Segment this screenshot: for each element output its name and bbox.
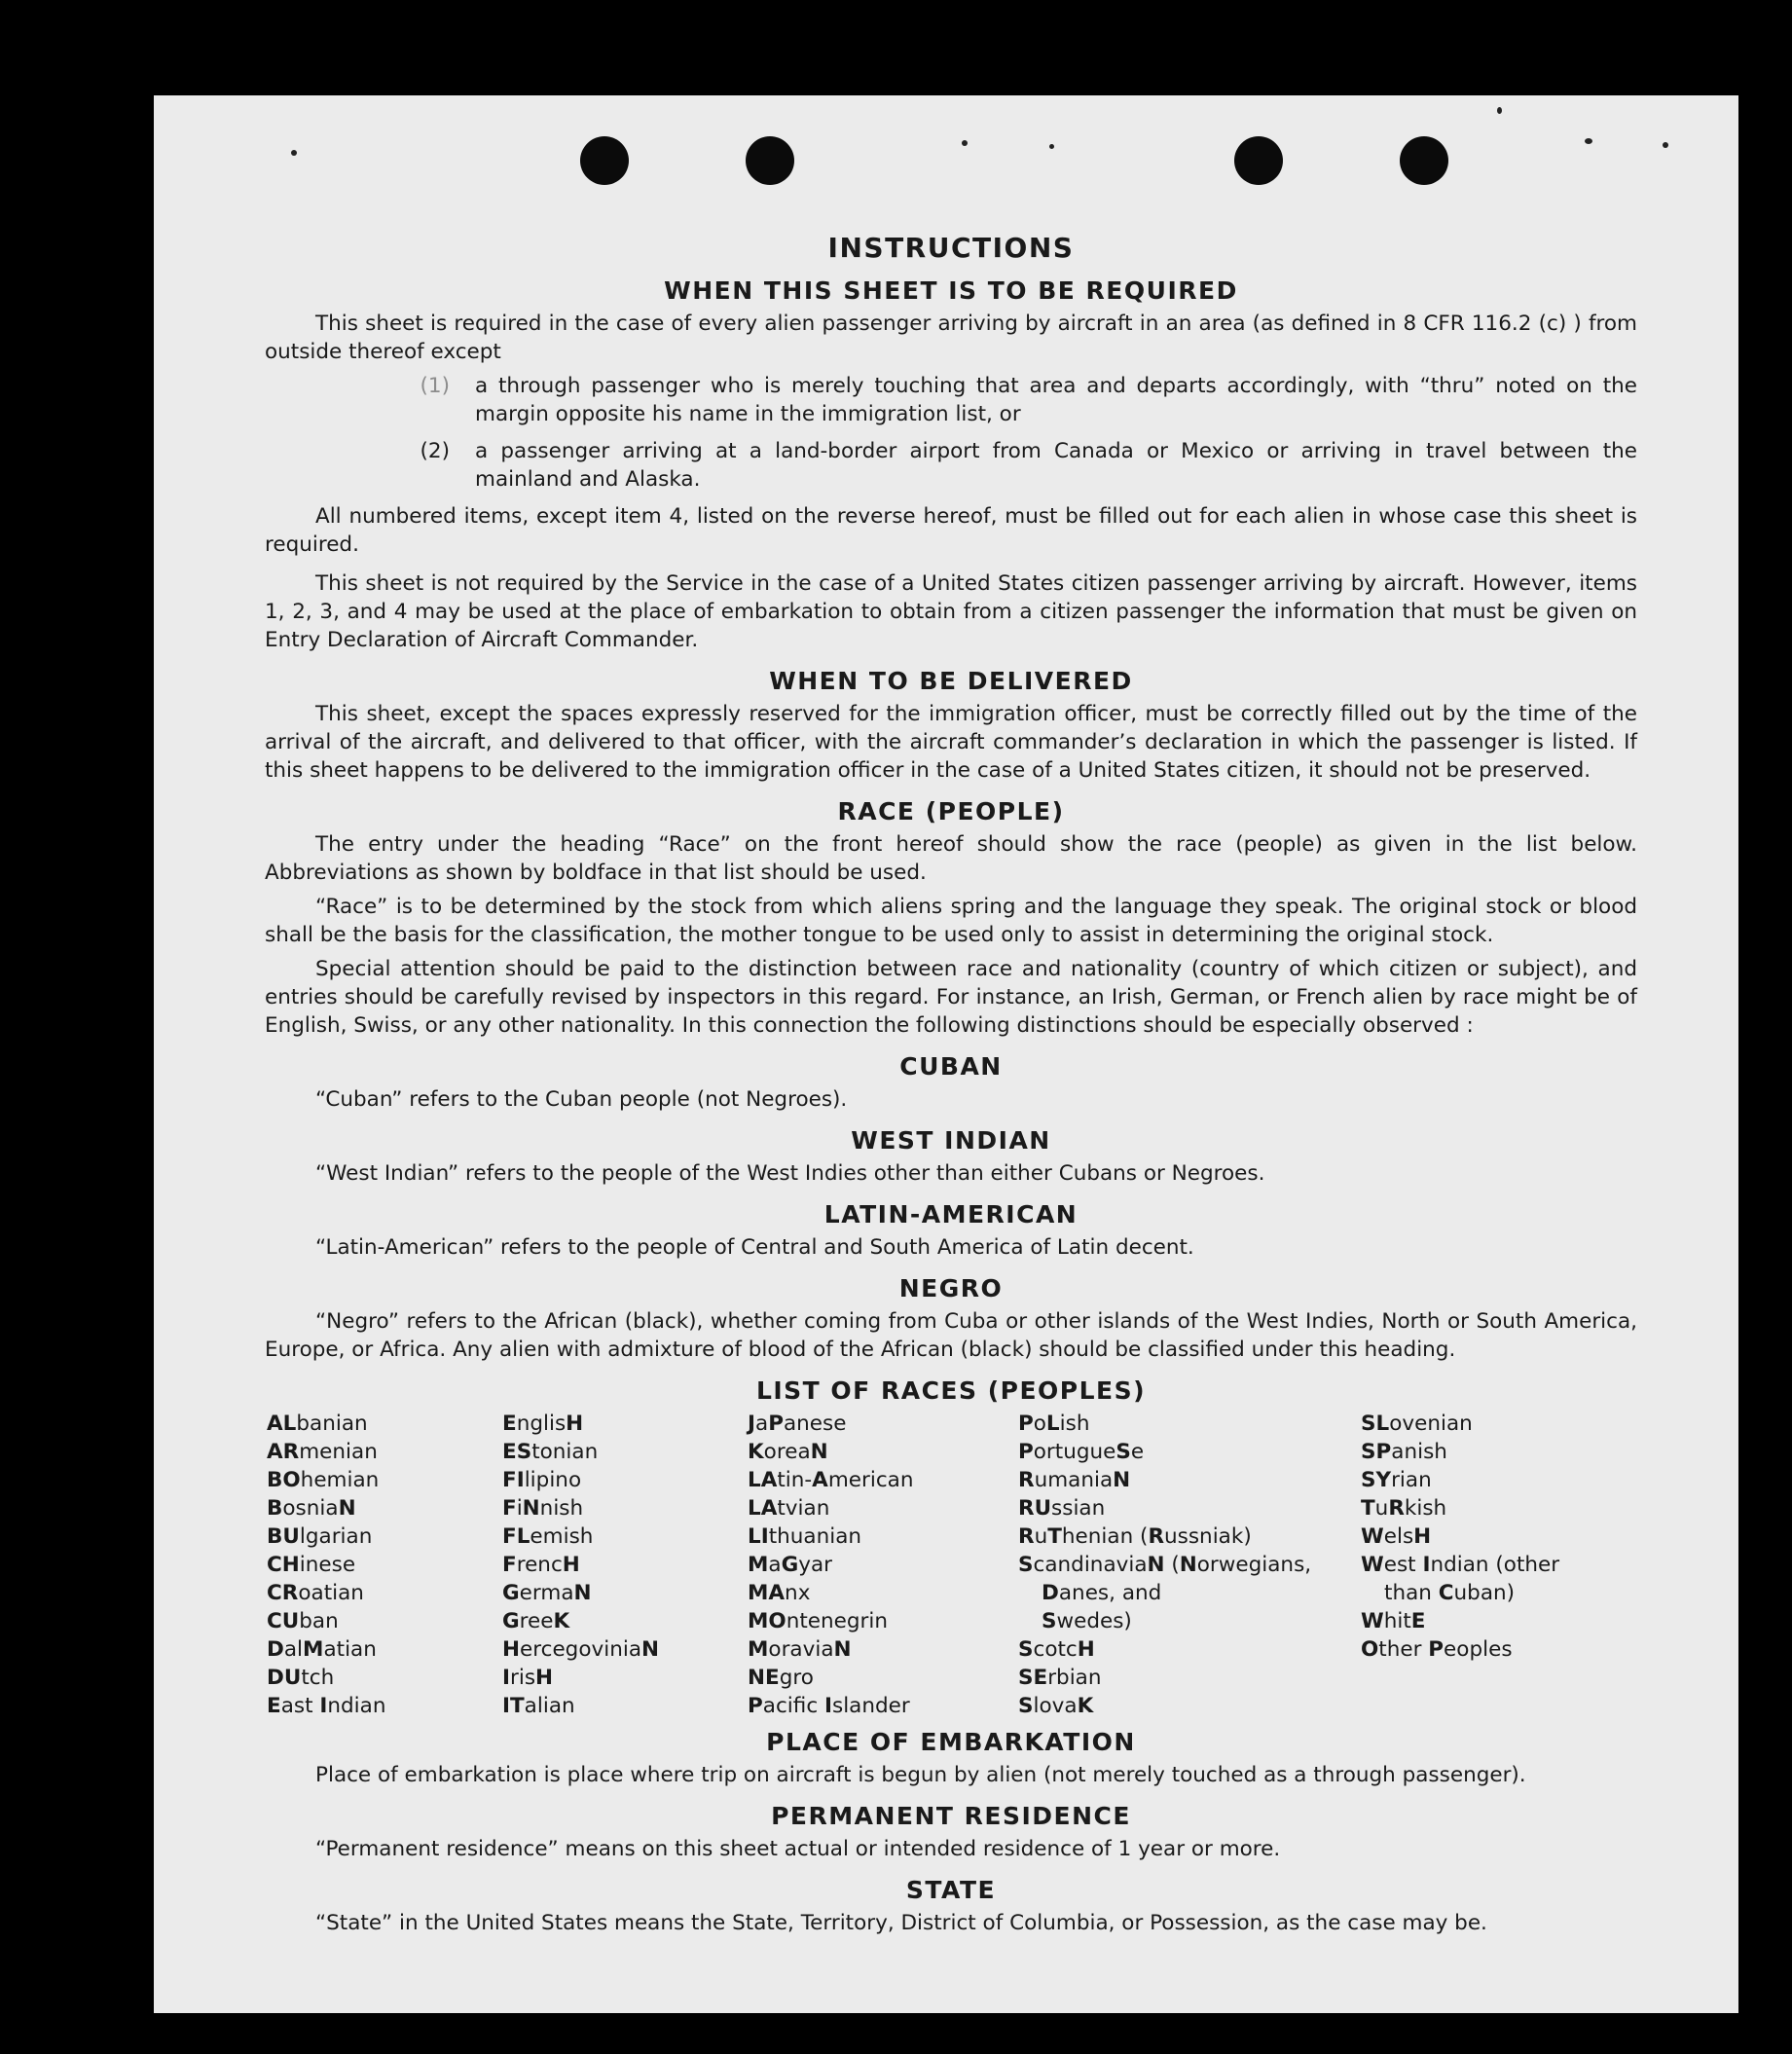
race-entry: FIlipino (502, 1468, 582, 1492)
race-entry: LAtin-American (748, 1468, 914, 1492)
exception-number: (2) (420, 439, 450, 463)
race-entry: SLovenian (1361, 1412, 1473, 1436)
race-entry: FLemish (502, 1524, 594, 1549)
race-entry: SlovaK (1018, 1694, 1094, 1718)
race-entry: Swedes) (1042, 1609, 1132, 1633)
instructions-content (265, 226, 1637, 1948)
cuban-text: “Cuban” refers to the Cuban people (not Negroes). (315, 1087, 848, 1112)
race-entry: Danes, and (1042, 1581, 1162, 1605)
west-indian-text: “West Indian” refers to the people of the West Indies other than either Cubans or Negroes. (315, 1161, 1265, 1186)
race-entry: GreeK (502, 1609, 570, 1633)
race-entry: MOntenegrin (748, 1609, 888, 1633)
race-entry: WelsH (1361, 1524, 1432, 1549)
speck (1049, 144, 1054, 149)
speck (291, 150, 297, 156)
exception-item (265, 437, 1637, 494)
race-entry: ITalian (502, 1694, 575, 1718)
page-title: INSTRUCTIONS (827, 232, 1075, 264)
residence-text: “Permanent residence” means on this sheet actual or intended residence of 1 year or more. (315, 1837, 1281, 1861)
heading-list-of-races: LIST OF RACES (PEOPLES) (755, 1376, 1147, 1405)
speck (1497, 107, 1502, 114)
punch-hole (746, 136, 794, 185)
race-entry: than Cuban) (1384, 1581, 1516, 1605)
heading-required: WHEN THIS SHEET IS TO BE REQUIRED (664, 276, 1238, 305)
race-entry: BOhemian (267, 1468, 380, 1492)
race-entry: Pacifc Islander (748, 1694, 910, 1718)
punch-hole (1234, 136, 1283, 185)
race-entry: RumaniaN (1018, 1468, 1131, 1492)
heading-state: STATE (905, 1876, 997, 1904)
heading-delivered: WHEN TO BE DELIVERED (769, 667, 1133, 695)
race-entry: ScandinaviaN (Norwegians, (1018, 1553, 1312, 1577)
race-entry: CRoatian (267, 1581, 364, 1605)
race-entry: SErbian (1018, 1666, 1102, 1690)
required-intro: This sheet is required in the case of every alien passenger arriving by aircraft in an area (as defined in 8 CFR 116.2 (c) ) from outside thereof except (265, 312, 1637, 364)
race-entry: CUban (267, 1609, 339, 1633)
speck (1585, 138, 1592, 144)
embarkation-text: Place of embarkation is place where trip on aircraft is begun by alien (not merely touched as a through passenger). (315, 1763, 1526, 1787)
exception-text: a through passenger who is merely touching that area and departs accordingly, with “thru” noted on the margin opposite his name in the immigration list, or (475, 374, 1637, 426)
race-entry: EStonian (502, 1440, 599, 1464)
heading-residence: PERMANENT RESIDENCE (771, 1802, 1131, 1830)
race-column (1018, 1410, 1361, 1720)
state-text: “State” in the United States means the State, Territory, District of Columbia, or Possession, as the case may be. (315, 1911, 1487, 1935)
race-entry: ALbanian (267, 1412, 368, 1436)
race-para-1: The entry under the heading “Race” on the front hereof should show the race (people) as given in the list below. Abbreviations as shown by boldface in that list should be used. (265, 832, 1637, 885)
race-entry: WhitE (1361, 1609, 1426, 1633)
race-column (502, 1410, 748, 1720)
heading-race: RACE (PEOPLE) (837, 797, 1065, 825)
race-entry: DUtch (267, 1666, 335, 1690)
race-entry: DalMatian (267, 1637, 377, 1662)
race-column (748, 1410, 1018, 1720)
negro-text: “Negro” refers to the African (black), whether coming from Cuba or other islands of the West Indies, North or South America, Europe, or Africa. Any alien with admixture of blood of the African (black) should be classified under this heading. (265, 1309, 1637, 1362)
race-entry: LAtvian (748, 1496, 830, 1521)
required-para-2: This sheet is not required by the Service in the case of a United States citizen passenger arriving by aircraft. However, items 1, 2, 3, and 4 may be used at the place of embarkation to obtain from a citizen passenger the information that must be given on Entry Declaration of Aircraft Commander. (265, 571, 1637, 652)
race-list (267, 1410, 1637, 1720)
heading-embarkation: PLACE OF EMBARKATION (766, 1728, 1136, 1756)
race-entry: MaGyar (748, 1553, 833, 1577)
race-entry: HercegoviniaN (502, 1637, 660, 1662)
race-entry: BUlgarian (267, 1524, 373, 1549)
race-column (267, 1410, 502, 1720)
race-entry: Other Peoples (1361, 1637, 1513, 1662)
race-entry: ARmenian (267, 1440, 378, 1464)
race-entry: JaPanese (748, 1412, 847, 1436)
heading-latin-american: LATIN-AMERICAN (823, 1200, 1079, 1229)
heading-negro: NEGRO (898, 1274, 1004, 1302)
race-entry: RUssian (1018, 1496, 1106, 1521)
exception-item (265, 372, 1637, 428)
heading-cuban: CUBAN (899, 1052, 1003, 1081)
race-entry: IrisH (502, 1666, 554, 1690)
race-entry: ScotcH (1018, 1637, 1095, 1662)
race-entry: KoreaN (748, 1440, 828, 1464)
race-entry: RuThenian (Russniak) (1018, 1524, 1252, 1549)
punch-hole (580, 136, 629, 185)
race-entry: EnglisH (502, 1412, 584, 1436)
race-entry: TuRkish (1361, 1496, 1447, 1521)
race-entry: SYrian (1361, 1468, 1432, 1492)
punch-hole (1400, 136, 1448, 185)
race-entry: CHinese (267, 1553, 356, 1577)
heading-west-indian: WEST INDIAN (851, 1126, 1051, 1155)
latin-american-text: “Latin-American” refers to the people of Central and South America of Latin decent. (315, 1235, 1194, 1260)
exception-text: a passenger arriving at a land-border airport from Canada or Mexico or arriving in travel between the mainland and Alaska. (475, 439, 1637, 492)
race-entry: SPanish (1361, 1440, 1447, 1464)
delivered-text: This sheet, except the spaces expressly reserved for the immigration officer, must be correctly filled out by the time of the arrival of the aircraft, and delivered to that officer, with the aircraft commander’s declaration in which the passenger is listed. If this sheet happens to be delivered to the immigration officer in the case of a United States citizen, it should not be preserved. (265, 702, 1637, 783)
race-entry: PoLish (1018, 1412, 1090, 1436)
race-entry: NEgro (748, 1666, 814, 1690)
race-entry: MAnx (748, 1581, 811, 1605)
race-entry: MoraviaN (748, 1637, 852, 1662)
race-entry: LIthuanian (748, 1524, 862, 1549)
race-para-3: Special attention should be paid to the distinction between race and nationality (country of which citizen or subject), and entries should be carefully revised by inspectors in this regard. For instance, an Irish, German, or French alien by race might be of English, Swiss, or any other nationality. In this connection the following distinctions should be especially observed : (265, 957, 1637, 1038)
required-para-1: All numbered items, except item 4, listed on the reverse hereof, must be filled out for each alien in whose case this sheet is required. (265, 504, 1637, 557)
exception-number: (1) (420, 374, 450, 398)
race-column (1361, 1410, 1604, 1720)
race-entry: FrencH (502, 1553, 580, 1577)
race-entry: West Indian (other (1361, 1553, 1560, 1577)
document-sheet (154, 95, 1738, 2013)
race-entry: PortugueSe (1018, 1440, 1145, 1464)
speck (1663, 142, 1668, 148)
race-para-2: “Race” is to be determined by the stock from which aliens spring and the language they speak. The original stock or blood shall be the basis for the classification, the mother tongue to be used only to assist in determining the original stock. (265, 895, 1637, 947)
race-entry: FiNnish (502, 1496, 584, 1521)
race-entry: East Indian (267, 1694, 386, 1718)
speck (962, 140, 968, 146)
race-entry: BosniaN (267, 1496, 356, 1521)
race-entry: GermaN (502, 1581, 592, 1605)
